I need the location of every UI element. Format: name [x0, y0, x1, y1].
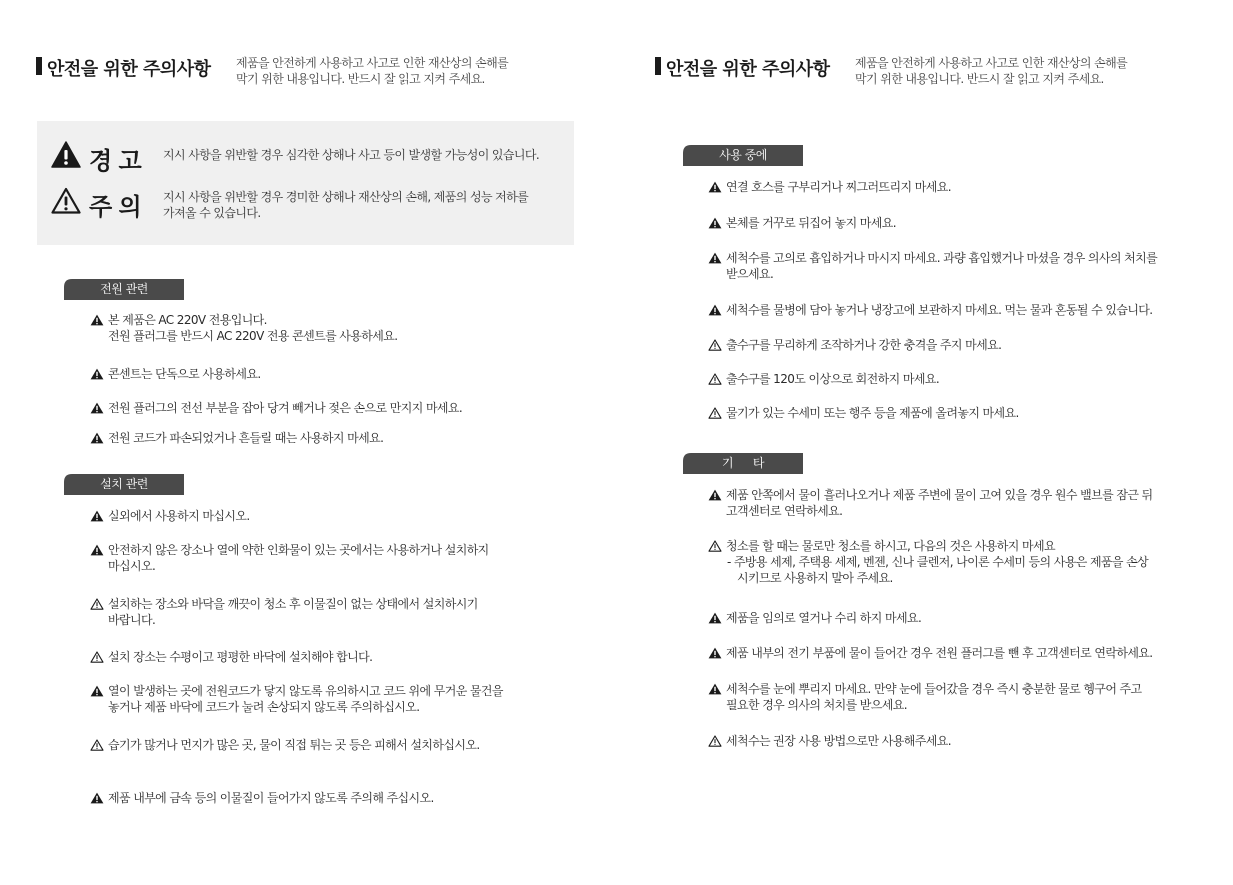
- item-line: 세척수를 눈에 뿌리지 마세요. 만약 눈에 들어갔을 경우 즉시 충분한 물로 헹구어 주고: [726, 682, 1142, 696]
- item-line: 전원 코드가 파손되었거나 흔들릴 때는 사용하지 마세요.: [108, 431, 384, 445]
- item-line: 열이 발생하는 곳에 전원코드가 닿지 않도록 유의하시고 코드 위에 무거운 물건을: [108, 684, 503, 698]
- item-line: 전원 플러그의 전선 부분을 잡아 당겨 빼거나 젖은 손으로 만지지 마세요.: [108, 401, 463, 415]
- caution-outline-icon: [708, 540, 722, 552]
- warning-filled-icon: [51, 141, 81, 168]
- item-line: 받으세요.: [726, 267, 774, 281]
- item-line: 놓거나 제품 바닥에 코드가 눌려 손상되지 않도록 주의하십시오.: [108, 700, 420, 714]
- warning-legend-box: [37, 121, 574, 245]
- item-line: 제품 내부에 금속 등의 이물질이 들어가지 않도록 주의해 주십시오.: [108, 791, 434, 805]
- item-line: 시키므로 사용하지 말아 주세요.: [737, 571, 893, 585]
- item-line: 제품을 임의로 열거나 수리 하지 마세요.: [726, 611, 922, 625]
- caution-outline-icon: [51, 187, 81, 214]
- warning-filled-icon: [90, 792, 104, 804]
- item-line: 바랍니다.: [108, 613, 156, 627]
- page-title: 안전을 위한 주의사항: [47, 59, 211, 80]
- warning-filled-icon: [90, 685, 104, 697]
- item-line: 청소를 할 때는 물로만 청소를 하시고, 다음의 것은 사용하지 마세요: [726, 539, 1055, 553]
- item-line: 안전하지 않은 장소나 열에 약한 인화물이 있는 곳에서는 사용하거나 설치하지: [108, 543, 489, 557]
- warning-text-line: 지시 사항을 위반할 경우 심각한 상해나 사고 등이 발생할 가능성이 있습니다.: [163, 148, 540, 162]
- header-desc-line: 제품을 안전하게 사용하고 사고로 인한 재산상의 손해를: [236, 56, 509, 70]
- caution-text: [163, 189, 573, 221]
- item-line: 출수구를 120도 이상으로 회전하지 마세요.: [726, 372, 940, 386]
- caution-outline-icon: [90, 598, 104, 610]
- caution-text-line: 지시 사항을 위반할 경우 경미한 상해나 재산상의 손해, 제품의 성능 저하를: [163, 190, 529, 204]
- warning-text: [163, 147, 573, 163]
- warning-filled-icon: [90, 510, 104, 522]
- warning-filled-icon: [708, 489, 722, 501]
- section-tag-etc: [683, 453, 803, 474]
- caution-outline-icon: [90, 651, 104, 663]
- warning-filled-icon: [708, 252, 722, 264]
- warning-filled-icon: [90, 432, 104, 444]
- section-tag-label: 기 타: [721, 456, 765, 470]
- item-line: 설치하는 장소와 바닥을 깨끗이 청소 후 이물질이 없는 상태에서 설치하시기: [108, 597, 478, 611]
- header-desc-line: 제품을 안전하게 사용하고 사고로 인한 재산상의 손해를: [855, 56, 1128, 70]
- item-line: - 주방용 세제, 주택용 세제, 벤젠, 신나 클렌저, 나이론 수세미 등의 사용은 제품을 손상: [727, 555, 1149, 569]
- item-line: 연결 호스를 구부리거나 찌그러뜨리지 마세요.: [726, 180, 951, 194]
- header-bar: [36, 57, 42, 75]
- item-line: 제품 내부의 전기 부품에 물이 들어간 경우 전원 플러그를 뺀 후 고객센터로 연락하세요.: [726, 646, 1153, 660]
- item-line: 세척수를 물병에 담아 놓거나 냉장고에 보관하지 마세요. 먹는 물과 혼동될 수 있습니다.: [726, 303, 1153, 317]
- warning-filled-icon: [708, 683, 722, 695]
- item-line: 실외에서 사용하지 마십시오.: [108, 509, 250, 523]
- section-tag-label: 설치 관련: [100, 477, 148, 491]
- page-title: 안전을 위한 주의사항: [666, 59, 830, 80]
- item-line: 본 제품은 AC 220V 전용입니다.: [108, 313, 267, 327]
- warning-filled-icon: [708, 304, 722, 316]
- section-tag-usage: [683, 145, 803, 166]
- item-line: 본체를 거꾸로 뒤집어 놓지 마세요.: [726, 216, 896, 230]
- header-description: [236, 55, 566, 87]
- item-line: 세척수를 고의로 흡입하거나 마시지 마세요. 과량 흡입했거나 마셨을 경우 의사의 처치를: [726, 251, 1158, 265]
- item-line: 마십시오.: [108, 559, 156, 573]
- item-line: 물기가 있는 수세미 또는 행주 등을 제품에 올려놓지 마세요.: [726, 406, 1019, 420]
- caution-label: 주 의: [89, 193, 141, 221]
- warning-filled-icon: [708, 217, 722, 229]
- item-line: 고객센터로 연락하세요.: [726, 504, 843, 518]
- warning-filled-icon: [90, 544, 104, 556]
- header-desc-line: 막기 위한 내용입니다. 반드시 잘 읽고 지켜 주세요.: [855, 72, 1104, 86]
- item-line: 출수구를 무리하게 조작하거나 강한 충격을 주지 마세요.: [726, 338, 1002, 352]
- caution-outline-icon: [90, 739, 104, 751]
- item-line: 세척수는 권장 사용 방법으로만 사용해주세요.: [726, 734, 951, 748]
- item-line: 콘센트는 단독으로 사용하세요.: [108, 367, 261, 381]
- warning-filled-icon: [708, 612, 722, 624]
- item-line: 필요한 경우 의사의 처치를 받으세요.: [726, 698, 907, 712]
- caution-text-line: 가져올 수 있습니다.: [163, 206, 261, 220]
- header-description: [855, 55, 1185, 87]
- item-line: 전원 플러그를 반드시 AC 220V 전용 콘센트를 사용하세요.: [108, 329, 398, 343]
- section-tag-install: [64, 474, 184, 495]
- warning-filled-icon: [708, 647, 722, 659]
- warning-filled-icon: [90, 368, 104, 380]
- section-tag-label: 전원 관련: [100, 282, 148, 296]
- section-tag-label: 사용 중에: [719, 148, 767, 162]
- caution-outline-icon: [708, 339, 722, 351]
- left-page: [0, 0, 616, 885]
- header-bar: [655, 57, 661, 75]
- warning-filled-icon: [90, 402, 104, 414]
- caution-outline-icon: [708, 373, 722, 385]
- warning-label: 경 고: [89, 147, 141, 175]
- warning-filled-icon: [90, 314, 104, 326]
- item-line: 제품 안쪽에서 물이 흘러나오거나 제품 주변에 물이 고여 있을 경우 원수 밸브를 잠근 뒤: [726, 488, 1153, 502]
- item-line: 설치 장소는 수평이고 평평한 바닥에 설치해야 합니다.: [108, 650, 373, 664]
- caution-outline-icon: [708, 735, 722, 747]
- header-desc-line: 막기 위한 내용입니다. 반드시 잘 읽고 지켜 주세요.: [236, 72, 485, 86]
- caution-outline-icon: [708, 407, 722, 419]
- item-line: 습기가 많거나 먼지가 많은 곳, 물이 직접 튀는 곳 등은 피해서 설치하십시오.: [108, 738, 480, 752]
- warning-filled-icon: [708, 181, 722, 193]
- section-tag-power: [64, 279, 184, 300]
- right-page: [617, 0, 1233, 885]
